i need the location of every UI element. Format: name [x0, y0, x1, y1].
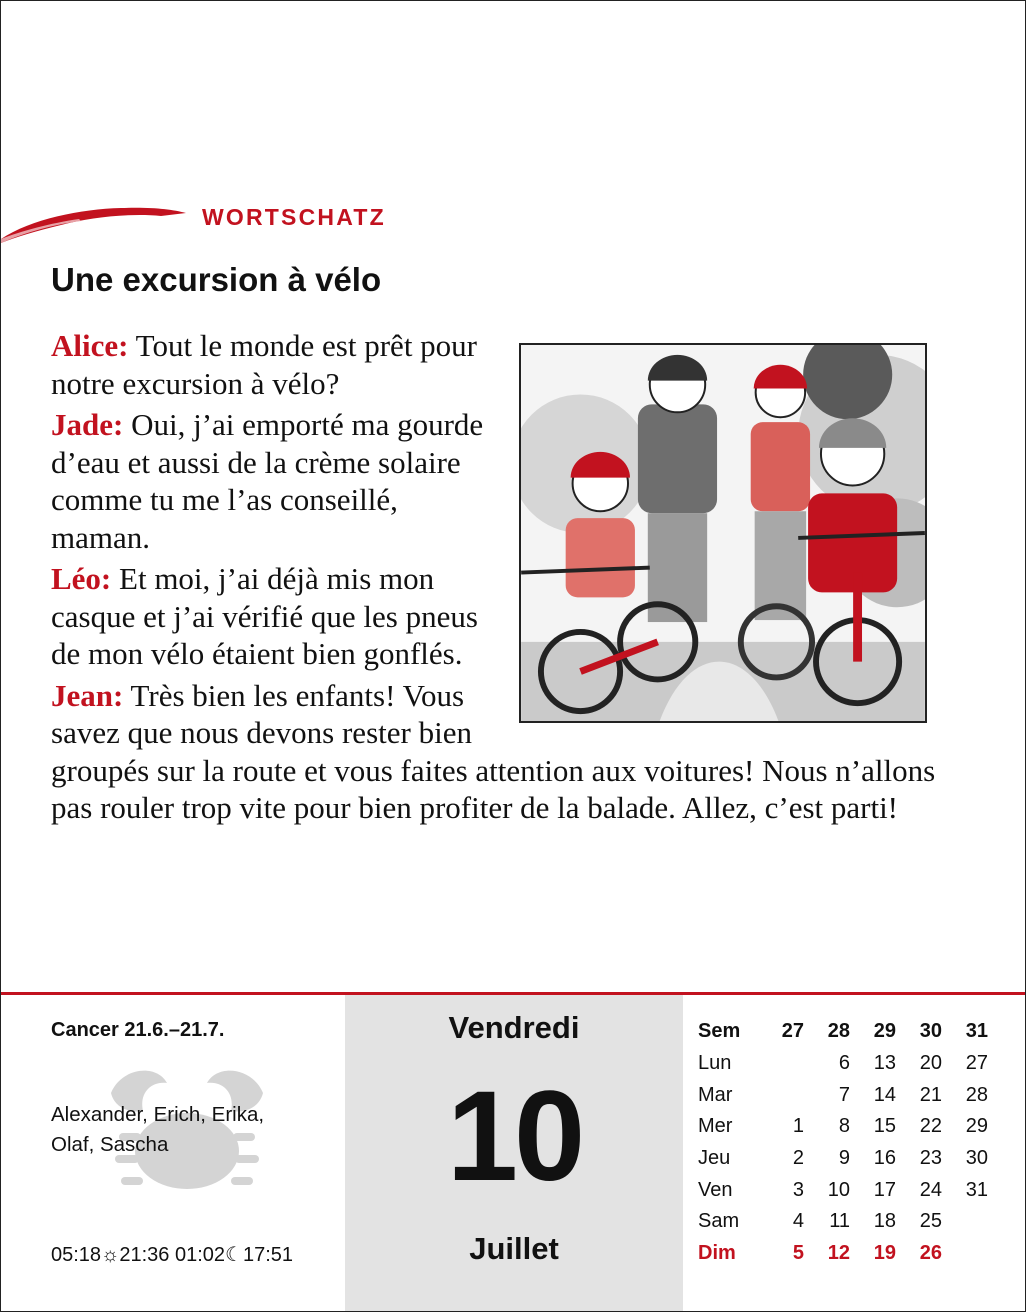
day-cell: 21: [919, 1083, 942, 1106]
speaker-name: Jade:: [51, 407, 124, 442]
day-cell: 20: [919, 1052, 942, 1075]
date-panel: [345, 995, 683, 1311]
weekday-row: [698, 1079, 988, 1111]
weekday-row: [698, 1111, 988, 1143]
weekday-label: Dim: [698, 1242, 736, 1265]
weekday-row: [698, 1174, 988, 1206]
day-cell: 23: [919, 1147, 942, 1170]
day-cell: 24: [919, 1178, 942, 1201]
weekday: Vendredi: [448, 1010, 580, 1045]
day-cell: 30: [965, 1147, 988, 1170]
day-cell: 13: [873, 1052, 896, 1075]
zodiac-label: Cancer 21.6.–21.7.: [51, 1019, 225, 1041]
day-cell: 31: [965, 1178, 988, 1201]
weekday-label: Sam: [698, 1210, 740, 1233]
day-cell: 8: [838, 1115, 850, 1138]
month-name: Juillet: [469, 1231, 559, 1266]
weekday-label: Jeu: [698, 1147, 731, 1170]
speaker-name: Léo:: [51, 561, 112, 596]
day-cell: 16: [873, 1147, 896, 1170]
day-cell: 17: [873, 1178, 896, 1201]
day-cell: 29: [965, 1115, 988, 1138]
sunday-row: [698, 1238, 988, 1270]
weekday-label: Lun: [698, 1052, 732, 1075]
speaker-text: Très bien les enfants! Vous savez que nous devons rester bien groupés sur la route et vous faites attention aux voitures! Nous n’allons pas rouler trop vite pour bien profiter de la balade. Allez, c’est parti!: [51, 677, 936, 825]
brush-stroke-decoration: [1, 199, 191, 243]
day-cell: 6: [838, 1052, 850, 1075]
weekday-label: Ven: [698, 1178, 733, 1201]
month-grid: [698, 1016, 988, 1270]
speaker-name: Jean:: [51, 677, 124, 713]
name-days: Alexander, Erich, Erika, Olaf, Sascha: [51, 1103, 265, 1156]
day-cell: [942, 1238, 988, 1270]
week-label: Sem: [698, 1020, 741, 1043]
page-title: Une excursion à vélo: [51, 261, 382, 298]
day-cell: 12: [827, 1242, 850, 1265]
week-number-row: [698, 1016, 988, 1048]
speaker-text: Et moi, j’ai déjà mis mon casque et j’ai vérifié que les pneus de mon vélo étaient bien gonflés.: [51, 561, 478, 671]
weekday-row: [698, 1206, 988, 1238]
day-cell: 25: [919, 1210, 942, 1233]
day-cell: 11: [829, 1210, 850, 1233]
day-cell: 19: [873, 1242, 896, 1265]
day-cell: 7: [838, 1083, 850, 1106]
day-cell: 27: [965, 1052, 988, 1075]
day-cell: 2: [792, 1147, 804, 1170]
speaker-text: Tout le monde est prêt pour notre excursion à vélo?: [51, 328, 478, 401]
week-number: 28: [827, 1020, 850, 1043]
day-cell: 3: [792, 1178, 804, 1201]
day-cell: 4: [792, 1210, 804, 1233]
day-cell: [758, 1048, 804, 1080]
speaker-name: Alice:: [51, 328, 129, 363]
day-cell: 10: [827, 1178, 850, 1201]
section-label: WORTSCHATZ: [202, 204, 386, 230]
weekday-row: [698, 1143, 988, 1175]
weekday-label: Mer: [698, 1115, 733, 1138]
day-number: 10: [446, 1065, 582, 1208]
day-cell: [758, 1079, 804, 1111]
day-cell: 1: [792, 1115, 804, 1138]
day-cell: 26: [919, 1242, 942, 1265]
family-cycling-illustration: [519, 343, 927, 723]
day-cell: 9: [838, 1147, 850, 1170]
day-cell: [942, 1206, 988, 1238]
day-cell: 5: [792, 1242, 804, 1265]
day-cell: 28: [965, 1083, 988, 1106]
weekday-label: Mar: [698, 1083, 733, 1106]
speaker-text: Oui, j’ai emporté ma gourde d’eau et aussi de la crème solaire comme tu me l’as conseillé, maman.: [51, 407, 484, 555]
day-cell: 18: [873, 1210, 896, 1233]
week-number: 29: [873, 1020, 896, 1043]
week-number: 31: [965, 1020, 988, 1043]
day-cell: 15: [873, 1115, 896, 1138]
week-number: 30: [919, 1020, 942, 1043]
day-cell: 14: [873, 1083, 896, 1106]
dialogue-text: [51, 327, 951, 831]
sun-moon-times: 05:18☼21:36 01:02☾17:51: [51, 1244, 294, 1266]
day-cell: 22: [919, 1115, 942, 1138]
weekday-row: [698, 1048, 988, 1080]
week-number: 27: [781, 1020, 804, 1043]
